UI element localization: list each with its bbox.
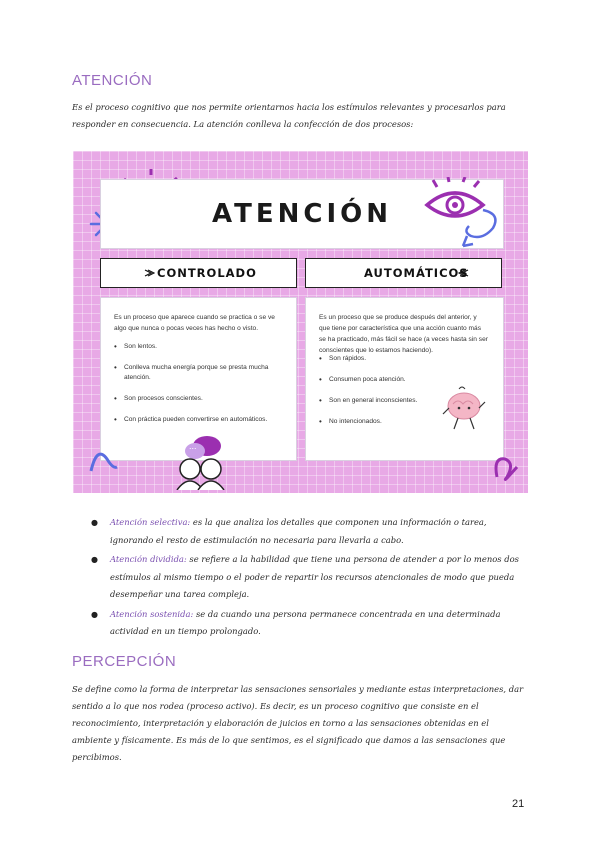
term-dividida: Atención dividida: (110, 554, 187, 564)
list-item: • No intencionados. (319, 417, 439, 427)
attention-types-list (94, 514, 526, 643)
automaticos-card (305, 297, 504, 461)
list-item: • Consumen poca atención. (319, 375, 439, 385)
section-title-percepcion: PERCEPCIÓN (72, 653, 177, 670)
list-item (94, 514, 526, 549)
automaticos-heading-box (305, 258, 502, 288)
automaticos-list (319, 354, 439, 427)
term-description: se da cuando una persona permanece concentrada en una determinada actividad en un tiempo prolongado. (110, 608, 501, 636)
controlado-description: Es un proceso que aparece cuando se practica o se ve algo que nunca o pocas veces has hecho o visto. (114, 314, 275, 332)
chevron-left-icon (458, 267, 470, 279)
list-item: • Conlleva mucha energía porque se presta mucha atención. (114, 363, 289, 383)
list-item: • Son rápidos. (319, 354, 439, 364)
brain-character-icon (439, 384, 489, 434)
infographic-title: ATENCIÓN (212, 199, 392, 229)
section-body-percepcion: Se define como la forma de interpretar las sensaciones sensoriales y mediante estas interpretaciones, dar sentido a lo que nos rodea (proceso activo). Es decir, es un proceso cognitivo que consiste en el reconocimiento, interpretación y elaboración de juicios en torno a las sensaciones obtenidas en el ambiente y físicamente. Es más de lo que sentimos, es el significado que damos a las sensaciones que percibimos. (72, 684, 524, 762)
attention-infographic (73, 151, 528, 493)
controlado-heading-box (100, 258, 297, 288)
section-title-atencion: ATENCIÓN (72, 72, 153, 89)
section-intro-atencion: Es el proceso cognitivo que nos permite orientarnos hacia los estímulos relevantes y procesarlos para responder en consecuencia. La atención conlleva la confección de dos procesos: (72, 102, 506, 129)
automaticos-description: Es un proceso que se produce después del anterior, y que tiene por característica que una acción cuanto más se ha practicado, más fácil se hace (a veces hasta sin ser conscientes que lo estamos haciendo). (319, 314, 488, 354)
people-chat-icon (169, 434, 231, 490)
squiggle-right-icon (491, 437, 525, 487)
page-number: 21 (512, 798, 525, 810)
squiggle-left-icon (87, 441, 121, 481)
controlado-heading: CONTROLADO (157, 266, 257, 280)
chat-bubble-dots: ... (189, 441, 197, 451)
list-item: • Son en general inconscientes. (319, 396, 439, 406)
controlado-list (114, 342, 289, 425)
list-item: • Con práctica pueden convertirse en automáticos. (114, 415, 289, 425)
list-item (94, 606, 526, 641)
term-sostenida: Atención sostenida: (110, 608, 194, 619)
term-selectiva: Atención selectiva: (110, 517, 191, 527)
list-item: • Son procesos conscientes. (114, 394, 289, 404)
list-item (94, 551, 526, 604)
list-item: • Son lentos. (114, 342, 289, 352)
curly-arrow-icon (453, 206, 503, 251)
term-description: es la que analiza los detalles que componen una información o tarea, ignorando el resto de estimulación no necesaria para llevarla a cabo. (110, 517, 487, 545)
chevron-right-icon (143, 267, 155, 279)
term-description: se refiere a la habilidad que tiene una persona de atender a por lo menos dos estímulos al mismo tiempo o el poder de repartir los recursos atencionales de modo que pueda desempeñar una tarea compleja. (110, 554, 519, 599)
automaticos-heading: AUTOMÁTICOS (364, 266, 469, 280)
